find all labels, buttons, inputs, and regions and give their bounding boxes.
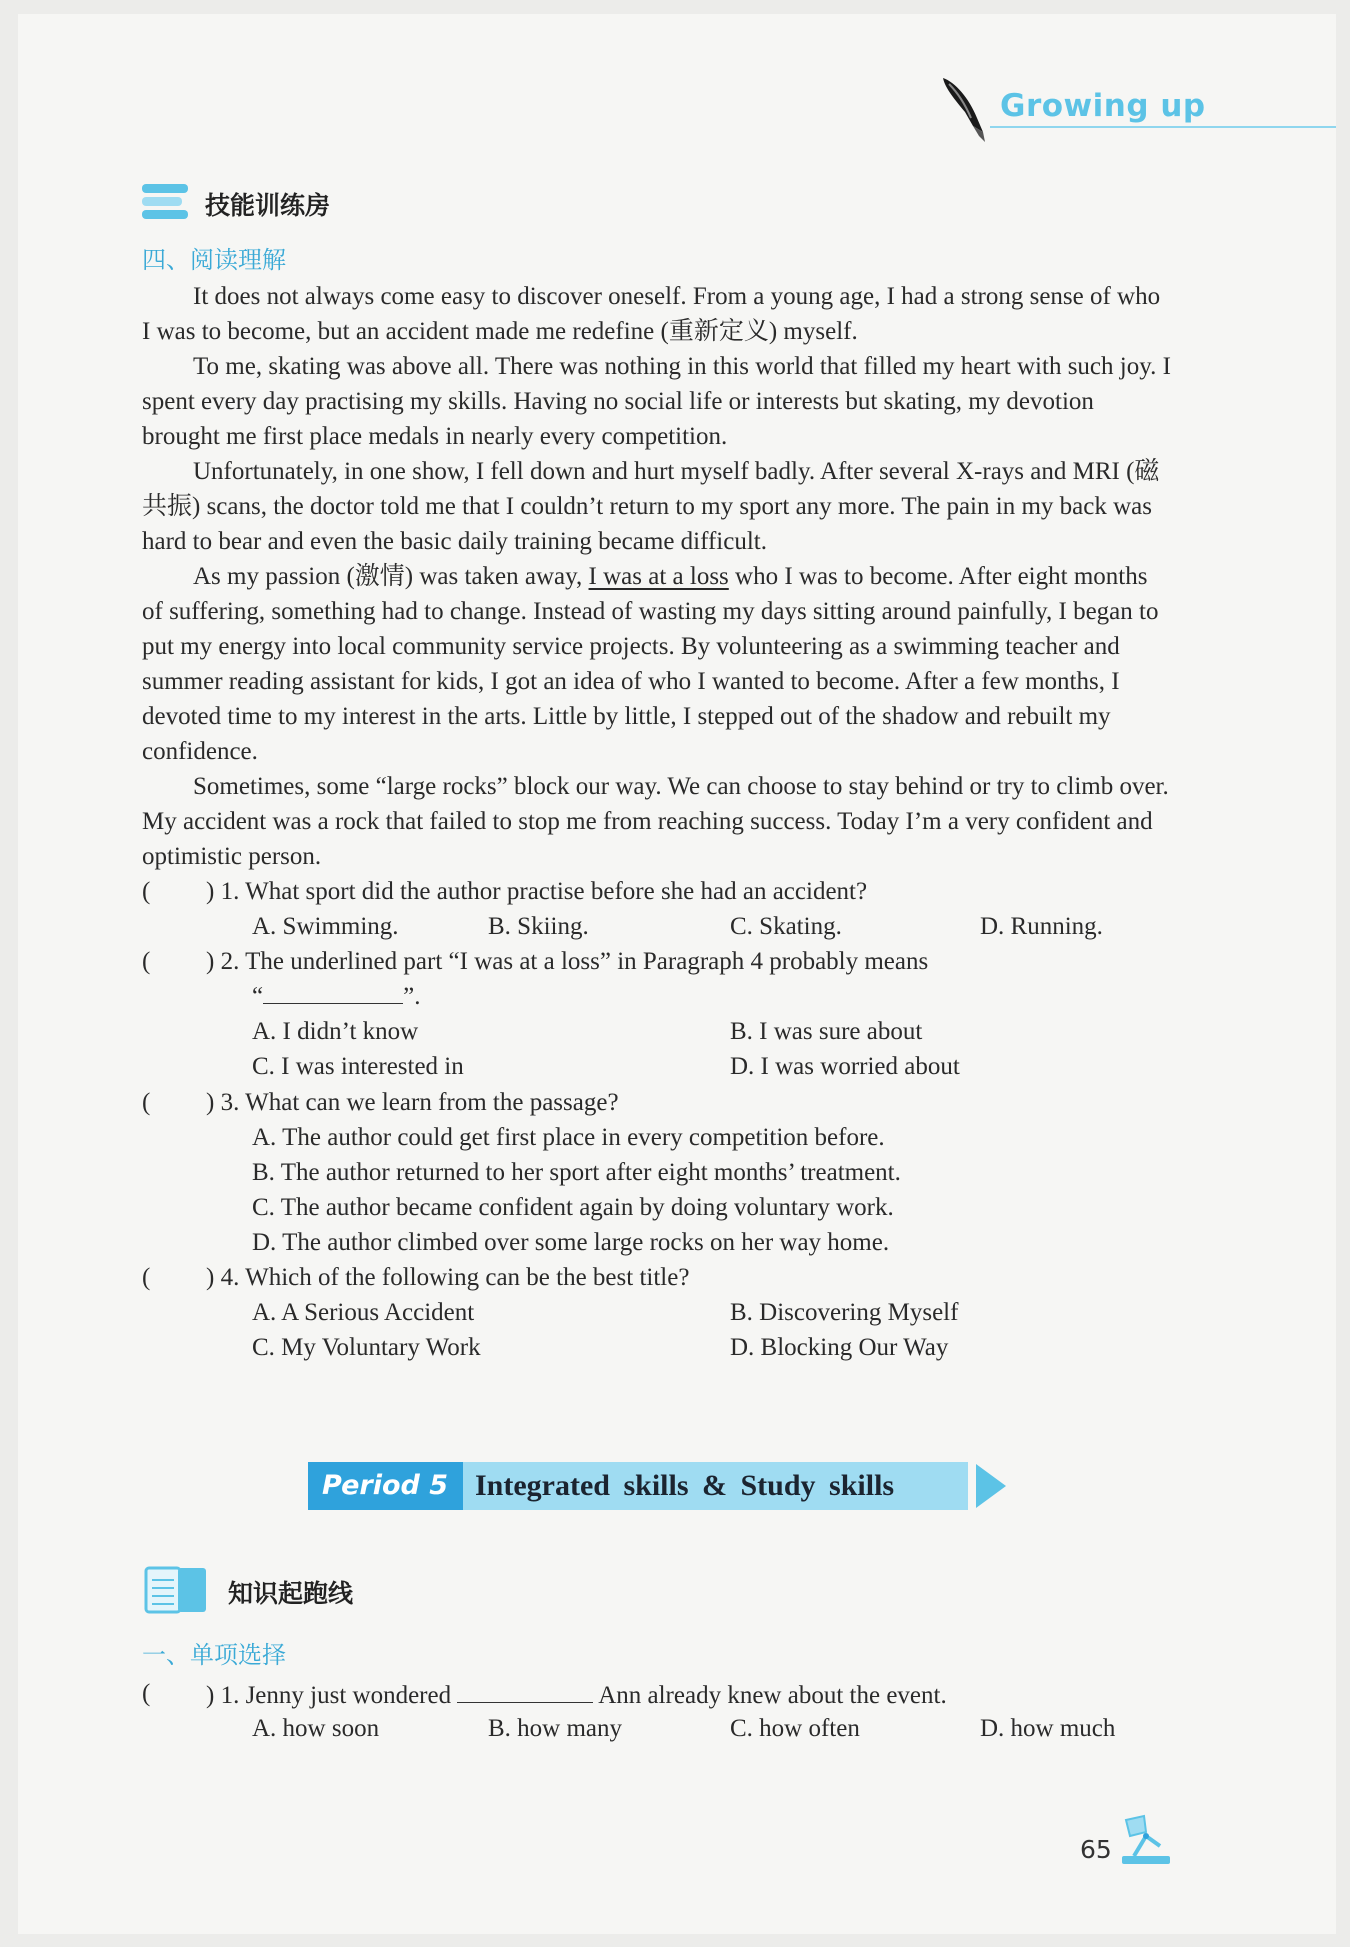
- section-subtitle-reading: 四、阅读理解: [142, 246, 286, 274]
- arrow-icon: [976, 1464, 1006, 1508]
- option-d: D. The author climbed over some large rocks on her way home.: [252, 1229, 890, 1256]
- option-c: C. how often: [730, 1715, 860, 1742]
- option-c: C. My Voluntary Work: [252, 1334, 481, 1361]
- section-title-knowledge: 知识起跑线: [228, 1579, 354, 1608]
- pen-icon: [935, 74, 995, 146]
- option-d: D. how much: [980, 1715, 1116, 1742]
- paragraph-4: [142, 559, 1172, 769]
- question-stem: ) 2. The underlined part “I was at a loss” in Paragraph 4 probably means: [206, 948, 929, 975]
- question-stem: ) 1. What sport did the author practise before she had an accident?: [206, 878, 868, 905]
- header-divider: [990, 126, 1336, 128]
- option-a: A. I didn’t know: [252, 1018, 419, 1045]
- paragraph-3: Unfortunately, in one show, I fell down and hurt myself badly. After several X-rays and MRI (磁共振) scans, the doctor told me that I couldn’t return to my sport any more. The pain in my back was hard to bear and even the basic daily training became difficult.: [142, 458, 1160, 555]
- option-a: A. The author could get first place in every competition before.: [252, 1124, 885, 1151]
- option-d: D. I was worried about: [730, 1053, 960, 1080]
- page-number: 65: [1080, 1835, 1112, 1864]
- answer-paren[interactable]: (: [142, 878, 151, 905]
- stripes-icon: [142, 182, 188, 222]
- answer-blank[interactable]: [457, 1676, 593, 1703]
- section-subtitle-choice: 一、单项选择: [142, 1641, 286, 1669]
- book-icon: [142, 1566, 210, 1616]
- option-b: B. how many: [488, 1715, 623, 1742]
- answer-paren[interactable]: (: [142, 948, 151, 975]
- period-title: Integrated skills & Study skills: [463, 1462, 968, 1510]
- option-a: A. A Serious Accident: [252, 1299, 475, 1326]
- paragraph-5: Sometimes, some “large rocks” block our way. We can choose to stay behind or try to climb over. My accident was a rock that failed to stop me from reaching success. Today I’m a very confident and optimistic person.: [142, 773, 1169, 870]
- option-a: A. Swimming.: [252, 913, 399, 940]
- question-stem: ) 1. Jenny just wondered Ann already knew about the event.: [206, 1676, 947, 1713]
- option-d: D. Blocking Our Way: [730, 1334, 949, 1361]
- paragraph-1: It does not always come easy to discover oneself. From a young age, I had a strong sense of who I was to become, but an accident made me redefine (重新定义) myself.: [142, 283, 1161, 345]
- option-b: B. Skiing.: [488, 913, 589, 940]
- question-stem: ) 4. Which of the following can be the best title?: [206, 1264, 690, 1291]
- question-blank-line: “ ”.: [252, 977, 420, 1014]
- option-c: C. Skating.: [730, 913, 842, 940]
- question-stem: ) 3. What can we learn from the passage?: [206, 1089, 619, 1116]
- option-c: C. The author became confident again by doing voluntary work.: [252, 1194, 894, 1221]
- option-b: B. The author returned to her sport after eight months’ treatment.: [252, 1159, 901, 1186]
- section-title-skills: 技能训练房: [205, 191, 331, 220]
- answer-paren[interactable]: (: [142, 1089, 151, 1116]
- reading-passage: [142, 279, 1172, 874]
- option-b: B. I was sure about: [730, 1018, 923, 1045]
- underlined-phrase: I was at a loss: [588, 563, 729, 590]
- period-label: Period 5: [308, 1462, 463, 1510]
- option-d: D. Running.: [980, 913, 1103, 940]
- paragraph-4-rest: who I was to become. After eight months of suffering, something had to change. Instead of wasting my days sitting around painfully, I began to put my energy into local community service projects. By volunteering as a swimming teacher and summer reading assistant for kids, I got an idea of who I wanted to become. After a few months, I devoted time to my interest in the arts.: [142, 563, 1159, 730]
- paragraph-2: To me, skating was above all. There was nothing in this world that filled my heart with such joy. I spent every day practising my skills. Having no social life or interests but skating, my devotion brought me first place medals in nearly every competition.: [142, 353, 1171, 450]
- unit-title: Growing up: [1000, 88, 1206, 124]
- answer-blank[interactable]: [263, 977, 403, 1004]
- option-b: B. Discovering Myself: [730, 1299, 959, 1326]
- paragraph-4-start: As my passion (激情) was taken away,: [193, 563, 589, 590]
- answer-paren[interactable]: (: [142, 1680, 151, 1707]
- option-c: C. I was interested in: [252, 1053, 464, 1080]
- option-a: A. how soon: [252, 1715, 380, 1742]
- lamp-icon: [1116, 1812, 1174, 1868]
- answer-paren[interactable]: (: [142, 1264, 151, 1291]
- paragraph-4-end: Little by little, I stepped out of the shadow and rebuilt my confidence.: [142, 703, 1111, 765]
